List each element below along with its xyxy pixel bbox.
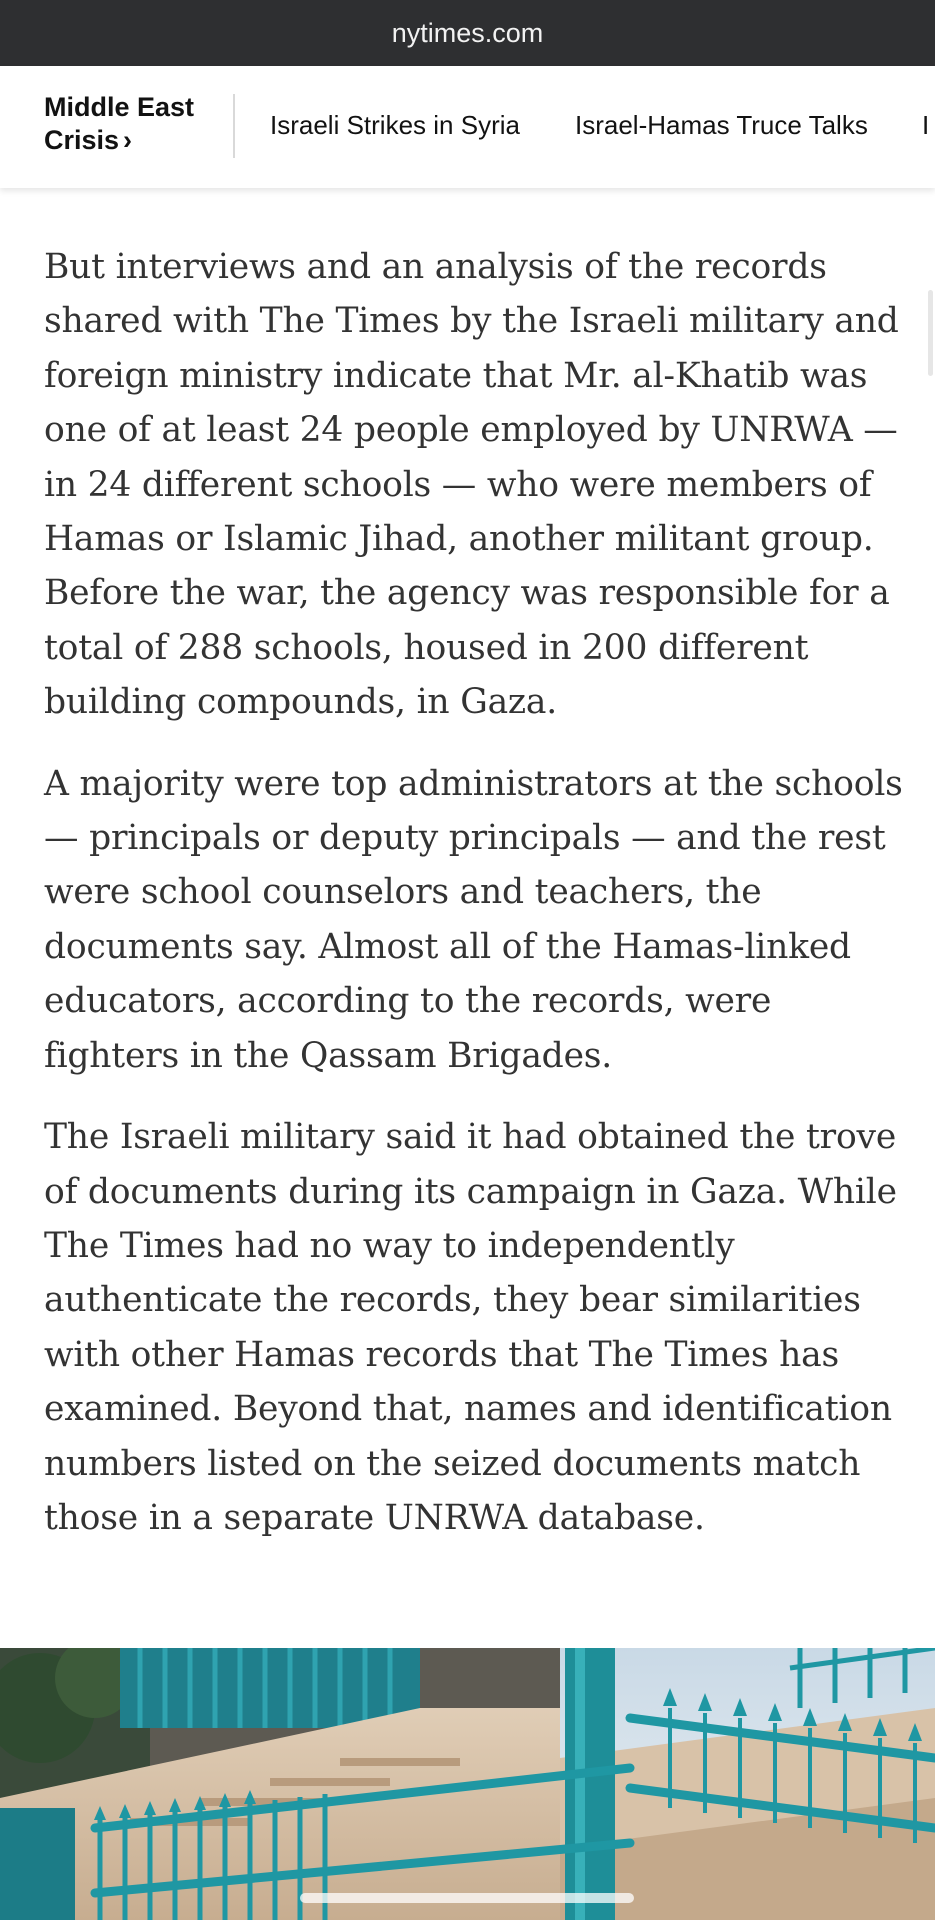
crisis-title-line2: Crisis	[44, 125, 120, 155]
nav-link-israeli-strikes-syria[interactable]: Israeli Strikes in Syria	[270, 110, 520, 140]
crisis-navigation-bar	[0, 66, 935, 188]
chevron-right-icon: ›	[123, 125, 133, 155]
article-paragraph-3: The Israeli military said it had obtained the trove of documents during its campaign in Gaza. While The Times had no way to independently authenticate the records, they bear similarities with other Hamas records that The Times has examined. Beyond that, names and identification numbers listed on the seized documents match those in a separate UNRWA database.	[44, 1117, 897, 1538]
article-body	[44, 240, 904, 1572]
article-paragraph-1: But interviews and an analysis of the records shared with The Times by the Israeli military and foreign ministry indicate that Mr. al-Khatib was one of at least 24 people employed by UNRWA — in 24 different schools — who were members of Hamas or Islamic Jihad, another militant group. Before the war, the agency was responsible for a total of 288 schools, housed in 200 different building compounds, in Gaza.	[44, 247, 899, 723]
home-indicator[interactable]	[300, 1893, 634, 1903]
browser-url-bar[interactable]	[0, 0, 935, 66]
crisis-title-line1: Middle East	[44, 92, 195, 122]
scrollbar-thumb[interactable]	[928, 290, 933, 376]
url-text[interactable]: nytimes.com	[391, 17, 544, 48]
photo-illustration	[0, 1648, 935, 1920]
crisis-title-link[interactable]	[44, 91, 224, 157]
article-photo-school-railings	[0, 1648, 935, 1920]
nav-link-next-partial[interactable]: I	[922, 110, 930, 140]
nav-link-truce-talks[interactable]: Israel-Hamas Truce Talks	[575, 110, 868, 140]
article-paragraph-2: A majority were top administrators at the schools — principals or deputy principals — and the rest were school counselors and teachers, the documents say. Almost all of the Hamas-linked educators, according to the records, were fighters in the Qassam Brigades.	[44, 763, 903, 1076]
nav-divider	[233, 94, 235, 158]
